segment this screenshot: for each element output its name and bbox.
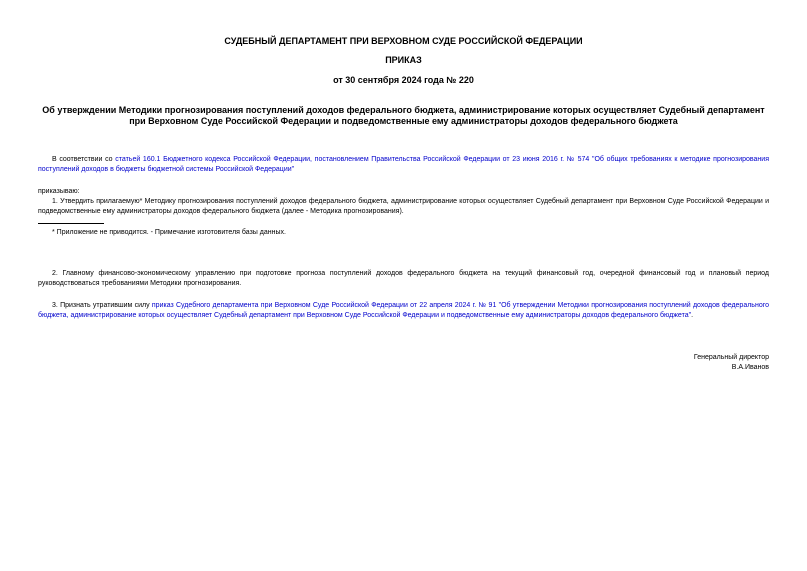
item-2-paragraph: 2. Главному финансово-экономическому управлению при подготовке прогноза поступлений доходов федерального бюджета на текущий финансовый год, очередной финансовый год и плановый период руководствоваться требованиями Методики прогнозирования. — [38, 270, 769, 287]
document-page — [38, 0, 769, 571]
document-date-number: от 30 сентября 2024 года № 220 — [333, 75, 474, 85]
basis-prefix: В соответствии со — [52, 156, 116, 163]
signature-name: В.А.Иванов — [731, 364, 769, 371]
basis-paragraph — [38, 155, 769, 175]
item-1-paragraph: 1. Утвердить прилагаемую* Методику прогнозирования поступлений доходов федерального бюджета, администрирование которых осуществляет Судебный департамент при Верховном Суде Российской Федерации и подведомственные ему администраторы доходов федерального бюджета (далее - Методика прогнозирования). — [38, 198, 769, 215]
item-3-suffix: . — [691, 312, 694, 319]
order-word: приказываю: — [38, 188, 80, 195]
footnote-divider — [38, 223, 104, 224]
document-type: ПРИКАЗ — [385, 55, 422, 65]
item-3-prefix: 3. Признать утратившим силу — [52, 302, 152, 309]
basis-link[interactable]: статьей 160.1 Бюджетного кодекса Российской Федерации, постановлением Правительства Российской Федерации от 23 июня 2016 г. № 574 "Об общих требованиях к методике прогнозирования поступлений доходов в бюджеты бюджетной системы Российской Федерации" — [38, 156, 769, 173]
footnote: * Приложение не приводится. - Примечание изготовителя базы данных. — [52, 229, 286, 236]
item-3-paragraph — [38, 301, 769, 321]
signature-position: Генеральный директор — [693, 354, 769, 361]
organization-heading: СУДЕБНЫЙ ДЕПАРТАМЕНТ ПРИ ВЕРХОВНОМ СУДЕ РОССИЙСКОЙ ФЕДЕРАЦИИ — [224, 36, 583, 46]
item-3-link[interactable]: приказ Судебного департамента при Верховном Суде Российской Федерации от 22 апреля 2024 г. № 91 "Об утверждении Методики прогнозирования поступлений доходов федерального бюджета, администрирование которых осуществляет Судебный департамент при Верховном Суде Российской Федерации и подведомственные ему администраторы доходов федерального бюджета" — [38, 302, 769, 319]
document-title: Об утверждении Методики прогнозирования поступлений доходов федерального бюджета, администрирование которых осуществляет Судебный департамент при Верховном Суде Российской Федерации и подведомственные ему администраторы доходов федерального бюджета — [42, 105, 765, 126]
